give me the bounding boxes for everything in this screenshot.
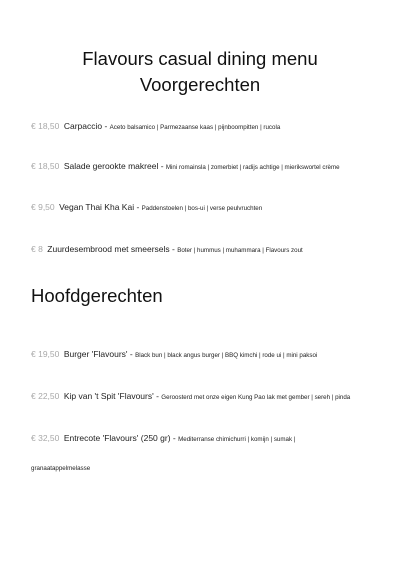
menu-item bbox=[31, 159, 376, 174]
price: € 18,50 bbox=[31, 161, 60, 171]
price: € 19,50 bbox=[31, 349, 60, 359]
dish-description: Paddenstoelen | bos-ui | verse peulvruchten bbox=[141, 205, 263, 212]
price: € 9,50 bbox=[31, 202, 55, 212]
separator: - bbox=[169, 244, 178, 254]
price: € 22,50 bbox=[31, 391, 60, 401]
dish-description: Mediterranse chimichurri | komijn | sumak | granaatappelmelasse bbox=[31, 436, 296, 472]
dish-description: Black bun | black angus burger | BBQ kimchi | rode ui | mini paksoi bbox=[135, 352, 318, 359]
dish-description: Aceto balsamico | Parmezaanse kaas | pijnboompitten | rucola bbox=[109, 124, 281, 131]
section-heading-mains: Hoofdgerechten bbox=[31, 285, 163, 306]
dish-description: Boter | hummus | muhammara | Flavours zout bbox=[177, 247, 303, 254]
menu-item bbox=[31, 119, 376, 134]
menu-title: Flavours casual dining menu bbox=[82, 48, 318, 69]
menu-item bbox=[31, 424, 331, 482]
dish-name: Vegan Thai Kha Kai bbox=[59, 202, 135, 212]
section-heading-starters: Voorgerechten bbox=[139, 74, 261, 95]
price: € 18,50 bbox=[31, 121, 60, 131]
separator: - bbox=[158, 161, 166, 171]
menu-item bbox=[31, 242, 376, 257]
separator: - bbox=[134, 202, 142, 212]
menu-item bbox=[31, 200, 376, 215]
dish-description: Geroosterd met onze eigen Kung Pao lak met gember | sereh | pinda bbox=[161, 394, 351, 401]
separator: - bbox=[153, 391, 162, 401]
menu-item bbox=[31, 347, 376, 362]
price: € 8 bbox=[31, 244, 43, 254]
dish-name: Entrecote 'Flavours' (250 gr) bbox=[63, 433, 171, 443]
separator: - bbox=[102, 121, 110, 131]
dish-description: Mini romainsla | zomerbiet | radijs achtige | mierikswortel crème bbox=[165, 164, 340, 171]
separator: - bbox=[127, 349, 136, 359]
dish-name: Carpaccio bbox=[63, 121, 103, 131]
price: € 32,50 bbox=[31, 433, 60, 443]
dish-name: Burger 'Flavours' bbox=[63, 349, 128, 359]
dish-name: Salade gerookte makreel bbox=[63, 161, 159, 171]
separator: - bbox=[170, 433, 179, 443]
dish-name: Zuurdesembrood met smeersels bbox=[47, 244, 170, 254]
menu-item bbox=[31, 389, 376, 404]
dish-name: Kip van 't Spit 'Flavours' bbox=[63, 391, 154, 401]
